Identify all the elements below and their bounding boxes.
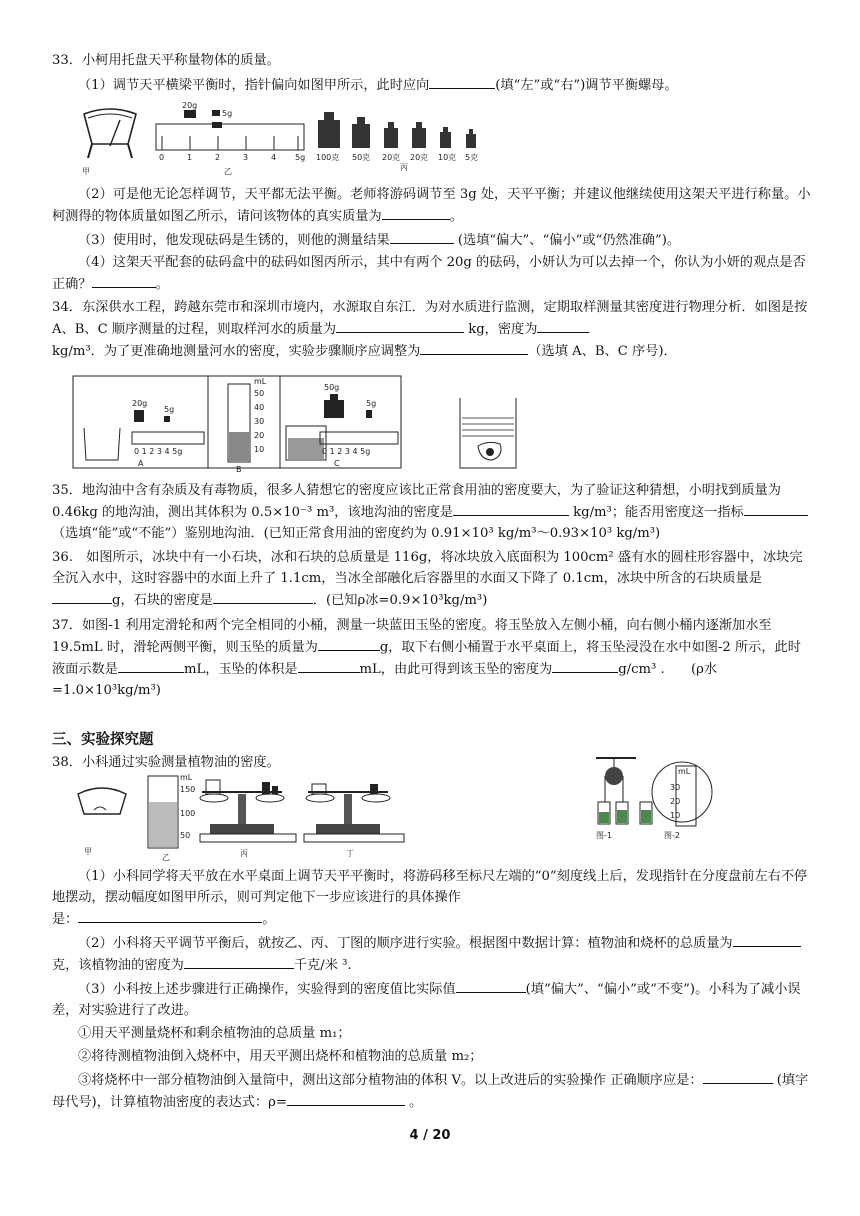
svg-text:20克: 20克: [410, 153, 429, 162]
svg-text:20: 20: [254, 431, 265, 440]
svg-text:10: 10: [254, 445, 265, 454]
answer-blank[interactable]: [287, 1091, 405, 1106]
q37-figure: [586, 752, 736, 844]
q38-step2: ②将待测植物油倒入烧杯中，用天平测出烧杯和植物油的总质量 m₂；: [78, 1049, 483, 1064]
answer-blank[interactable]: [429, 74, 495, 89]
label-fig1: 图-1: [596, 831, 612, 840]
q33-part4: （4）这架天平配套的砝码盒中的砝码如图丙所示，其中有两个 20g 的砝码，小妍认为可以去掉一个，你认为小妍的观点是否正确？ 。: [52, 255, 806, 292]
svg-text:100: 100: [180, 809, 196, 818]
q37-text: 37．如图-1 利用定滑轮和两个完全相同的小桶，测量一块蓝田玉坠的密度。将玉坠放入左侧小桶，向右侧小桶内逐渐加水至 19.5mL 时，滑轮两侧平衡，则玉坠的质量为 g，取下右侧小桶置于水平桌面上，将玉坠浸没在水中如图-2 所示，此时液面示数是 mL，玉坠的体积是 mL，由此可得到该玉坠的密度为 g/cm³ . (ρ水=1.0×10³kg/m³): [52, 618, 801, 698]
cylinder-yi: [148, 773, 195, 862]
answer-blank[interactable]: [420, 340, 528, 355]
q38-step3: ③将烧杯中一部分植物油倒入量筒中，测出这部分植物油的体积 V。以上改进后的实验操作 正确顺序应是： (填字母代号)，计算植物油密度的表达式：ρ= 。: [52, 1069, 812, 1113]
svg-text:mL: mL: [180, 773, 193, 782]
svg-text:乙: 乙: [224, 167, 232, 176]
q34-text: 34．东深供水工程，跨越东莞市和深圳市境内，水源取自东江．为对水质进行监测，定期取样测量其密度进行物理分析．如图是按 A、B、C 顺序测量的过程，则取样河水的质量为 kg，密度为 kg/m³．为了更准确地测量河水的密度，实验步骤顺序应调整为 （选填 A、B、C 序号)．: [52, 300, 808, 359]
answer-blank[interactable]: [744, 501, 808, 516]
svg-text:C: C: [334, 459, 340, 468]
section-heading: 三、实验探究题: [52, 732, 154, 748]
svg-text:50: 50: [254, 389, 265, 398]
svg-text:乙: 乙: [162, 853, 170, 862]
svg-text:4: 4: [271, 153, 277, 162]
svg-text:0 1 2 3 4 5g: 0 1 2 3 4 5g: [134, 447, 183, 456]
svg-text:1: 1: [187, 153, 193, 162]
answer-blank[interactable]: [92, 273, 156, 288]
q38-figure: [72, 772, 412, 864]
answer-blank[interactable]: [537, 318, 589, 333]
svg-text:30: 30: [670, 783, 681, 792]
dial-jia: [82, 109, 136, 176]
answer-blank[interactable]: [298, 658, 360, 673]
balance-ding: [304, 784, 404, 858]
page-number: 4 / 20: [409, 1128, 451, 1143]
svg-text:5g: 5g: [164, 405, 175, 414]
q33-figure: [74, 100, 514, 178]
svg-text:丙: 丙: [400, 163, 408, 172]
svg-text:50g: 50g: [324, 383, 340, 392]
rider-scale-yi: [156, 101, 305, 176]
answer-blank[interactable]: [382, 205, 450, 220]
answer-blank[interactable]: [703, 1069, 773, 1084]
answer-blank[interactable]: [456, 978, 526, 993]
svg-text:20克: 20克: [382, 153, 401, 162]
answer-blank[interactable]: [552, 658, 618, 673]
label-jia: 甲: [82, 167, 90, 176]
svg-text:甲: 甲: [84, 847, 92, 856]
svg-text:5g: 5g: [295, 153, 306, 162]
svg-text:20g: 20g: [132, 399, 148, 408]
answer-blank[interactable]: [318, 636, 380, 651]
answer-blank[interactable]: [336, 318, 464, 333]
q34-figure: [72, 372, 532, 476]
svg-text:0: 0: [159, 153, 165, 162]
svg-text:50克: 50克: [352, 153, 371, 162]
svg-text:丙: 丙: [240, 849, 248, 858]
dial-jia-38: [78, 788, 126, 856]
answer-blank[interactable]: [453, 501, 569, 516]
q38-part1: （1）小科同学将天平放在水平桌面上调节天平平衡时，将游码移至标尺左端的“0”刻度线上后，发现指针在分度盘前左右不停地摆动，摆动幅度如图甲所示，则可判定他下一步应该进行的具体操作 是： 。: [52, 869, 808, 927]
label-fig2: 图-2: [664, 831, 680, 840]
svg-text:20: 20: [670, 797, 681, 806]
q38-stem: 38．小科通过实验测量植物油的密度。: [52, 755, 280, 770]
svg-text:5g: 5g: [366, 399, 377, 408]
q38-step1: ①用天平测量烧杯和剩余植物油的总质量 m₁；: [78, 1026, 351, 1041]
answer-blank[interactable]: [118, 658, 184, 673]
svg-text:150: 150: [180, 785, 196, 794]
svg-text:30: 30: [254, 417, 265, 426]
q36-text: 36. 如图所示，冰块中有一小石块，冰和石块的总质量是 116g，将冰块放入底面积为 100cm² 盛有水的圆柱形容器中，冰块完全沉入水中，这时容器中的水面上升了 1.1cm，当冰全部融化后容器里的水面又下降了 0.1cm，冰块中所含的石块质量是g，石块的密度是 ．(已知ρ冰=0.9×10³kg/m³): [52, 550, 803, 608]
answer-blank[interactable]: [52, 589, 112, 604]
svg-text:100克: 100克: [316, 153, 340, 162]
svg-text:B: B: [236, 465, 242, 474]
q33-part3: （3）使用时，他发现砝码是生锈的，则他的测量结果 (选填“偏大”、“偏小”或“仍然准确”)。: [52, 229, 812, 251]
svg-text:0 1 2 3 4 5g: 0 1 2 3 4 5g: [322, 447, 371, 456]
svg-text:2: 2: [215, 153, 221, 162]
q38-part3: （3）小科按上述步骤进行正确操作，实验得到的密度值比实际值 (填“偏大”、“偏小”或“不变”)。小科为了减小误差，对实验进行了改进。: [52, 978, 812, 1021]
q38-part2: （2）小科将天平调节平衡后，就按乙、丙、丁图的顺序进行实验。根据图中数据计算：植物油和烧杯的总质量为克，该植物油的密度为 千克/米 ³.: [52, 932, 812, 976]
svg-text:40: 40: [254, 403, 265, 412]
svg-text:10: 10: [670, 811, 681, 820]
svg-text:A: A: [138, 459, 144, 468]
svg-text:丁: 丁: [346, 849, 354, 858]
answer-blank[interactable]: [213, 589, 313, 604]
svg-text:10克: 10克: [438, 153, 457, 162]
svg-text:mL: mL: [254, 377, 267, 386]
answer-blank[interactable]: [733, 932, 801, 947]
q33-stem: 33．小柯用托盘天平称量物体的质量。: [52, 53, 280, 68]
q33-part2: （2）可是他无论怎样调节，天平都无法平衡。老师将游码调节至 3g 处，天平平衡；并建议他继续使用这架天平进行称量。小柯测得的物体质量如图乙所示，请问该物体的真实质量为 。: [52, 187, 811, 224]
svg-text:20g: 20g: [182, 101, 198, 110]
svg-text:5克: 5克: [465, 153, 479, 162]
svg-text:3: 3: [243, 153, 249, 162]
q35-text: 35．地沟油中含有杂质及有毒物质，很多人猜想它的密度应该比正常食用油的密度要大，为了验证这种猜想，小明找到质量为 0.46kg 的地沟油，测出其体积为 0.5×10⁻³ m³，该地沟油的密度是 kg/m³；能否用密度这一指标（选填“能”或“不能”）鉴别地沟油．(已知正常食用油的密度约为 0.91×10³ kg/m³～0.93×10³ kg/m³): [52, 480, 812, 544]
q33-part1: （1）调节天平横梁平衡时，指针偏向如图甲所示，此时应向 (填“左”或“右”)调节平衡螺母。: [52, 74, 812, 96]
answer-blank[interactable]: [184, 954, 294, 969]
answer-blank[interactable]: [78, 908, 262, 923]
svg-text:mL: mL: [678, 767, 691, 776]
svg-text:50: 50: [180, 831, 191, 840]
weights-box-bing: [316, 112, 478, 172]
answer-blank[interactable]: [390, 229, 454, 244]
balance-bing: [200, 780, 296, 858]
svg-text:5g: 5g: [222, 109, 233, 118]
